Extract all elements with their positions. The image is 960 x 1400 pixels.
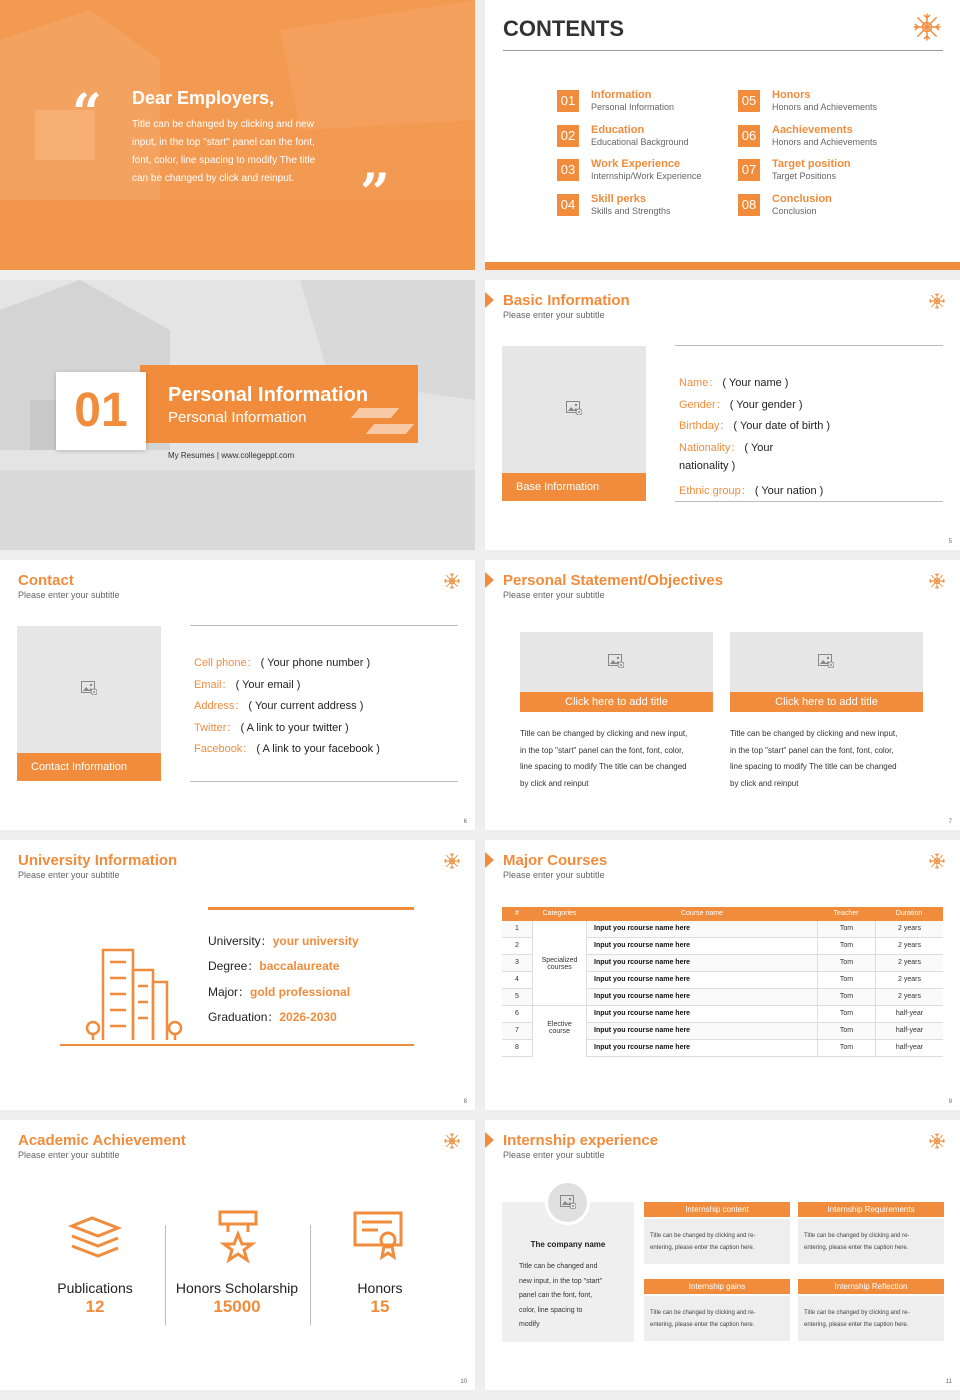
card-text-line: in the top "start" panel can the font, font, color,: [730, 745, 894, 755]
card-text: [730, 726, 897, 792]
teacher: Tom: [817, 921, 875, 937]
duration: 2 years: [875, 955, 943, 971]
card-text-line: Title can be changed by clicking and new input,: [730, 729, 898, 738]
university-slide: [0, 840, 475, 1110]
column-header: Course name: [680, 910, 724, 917]
duration: 2 years: [875, 938, 943, 954]
stat-label: Honors Scholarship: [175, 1280, 299, 1296]
snowflake-icon: [443, 852, 461, 870]
section-slide: [0, 280, 475, 550]
company-text-line: new input, in the top "start": [519, 1277, 603, 1285]
card-text-line: line spacing to modify The title can be changed: [730, 762, 897, 771]
contents-item-title[interactable]: Information: [591, 89, 652, 101]
field-value[interactable]: ( Your email ): [235, 678, 301, 691]
slide-title: Internship experience: [503, 1132, 659, 1149]
card-text-line: by click and reinput: [520, 778, 589, 788]
box-header: Internship gains: [644, 1279, 790, 1294]
course-name[interactable]: Input you rcourse name here: [594, 1027, 691, 1034]
contents-number: 08: [738, 194, 760, 216]
box-body: [644, 1296, 790, 1341]
company-name: The company name: [530, 1240, 606, 1249]
contents-item-subtitle: Honors and Achievements: [772, 136, 878, 147]
image-placeholder-icon: [608, 654, 624, 668]
slide-title: Basic Information: [503, 292, 630, 309]
slide-title: Personal Statement/Objectives: [503, 572, 724, 589]
teacher: Tom: [817, 938, 875, 954]
field-label: Address：: [194, 700, 246, 713]
certificate-icon: [352, 1210, 406, 1260]
row-number: 8: [515, 1044, 519, 1051]
duration: half-year: [875, 1040, 943, 1056]
slide-subtitle: Please enter your subtitle: [18, 1150, 120, 1160]
field-value[interactable]: ( Your current address ): [248, 700, 364, 713]
section-subtitle: Personal Information: [168, 409, 307, 426]
contents-number: 03: [557, 159, 579, 181]
university-value: your university: [272, 934, 359, 948]
photo-placeholder[interactable]: [502, 346, 646, 501]
contents-item-subtitle: Personal Information: [591, 102, 675, 112]
teacher: Tom: [817, 989, 875, 1005]
field-value[interactable]: ( Your: [744, 441, 774, 454]
cover-body-line: Title can be changed by clicking and new: [132, 119, 314, 130]
table-header: [502, 907, 943, 921]
contact-slide: [0, 560, 475, 830]
box-text-line: entering, please enter the caption here.: [650, 1322, 755, 1328]
field-row: [679, 460, 735, 472]
field-label: Cell phone：: [194, 657, 258, 669]
medal-icon: [216, 1210, 260, 1264]
slide-title: Academic Achievement: [18, 1132, 186, 1149]
bottom-bar: [485, 262, 960, 270]
photo-placeholder[interactable]: [17, 626, 161, 781]
contents-item-title[interactable]: Skill perks: [591, 192, 647, 205]
row-number: 2: [515, 942, 519, 949]
box-header: Internship Reflection: [798, 1279, 944, 1294]
slide-title: Contact: [18, 572, 74, 589]
snowflake-icon: [443, 572, 461, 590]
image-placeholder-icon: [818, 654, 834, 668]
photo-label: Base Information: [502, 473, 646, 501]
teacher: Tom: [817, 1040, 875, 1056]
field-label: Name：: [679, 377, 720, 389]
stat-value: 15000: [213, 1297, 261, 1316]
box-body: [644, 1219, 790, 1264]
column-header: #: [515, 910, 519, 917]
cover-body-line: font, color, line spacing to modify The title: [132, 155, 316, 166]
box-header: Internship content: [644, 1202, 790, 1217]
company-description: [519, 1260, 602, 1333]
course-name[interactable]: Input you rcourse name here: [594, 976, 691, 983]
course-name[interactable]: Input you rcourse name here: [594, 993, 691, 1000]
university-row: [208, 983, 350, 1000]
university-row: [208, 957, 339, 974]
university-row: [208, 932, 359, 949]
teacher: Tom: [817, 955, 875, 971]
title-marker: [485, 572, 494, 588]
contents-item-title[interactable]: Work Experience: [591, 158, 681, 170]
contents-item-subtitle: Honors and Achievements: [772, 102, 878, 112]
box-text-line: Title can be changed by clicking and re-: [650, 1233, 756, 1239]
field-value[interactable]: ( Your phone number ): [260, 657, 371, 669]
image-placeholder-icon: [566, 401, 582, 415]
slide-title: Major Courses: [503, 852, 608, 869]
course-name[interactable]: Input you rcourse name here: [594, 925, 691, 932]
row-number: 4: [515, 976, 519, 983]
box-text-line: entering, please enter the caption here.: [650, 1245, 755, 1251]
field-label: Ethnic group：: [679, 485, 752, 497]
courses-table: [502, 907, 943, 1057]
statement-slide: [485, 560, 960, 830]
photo-label: Contact Information: [17, 753, 161, 781]
row-number: 6: [515, 1010, 519, 1017]
contents-item-subtitle: Skills and Strengths: [591, 205, 671, 216]
image-placeholder-icon: [560, 1195, 576, 1209]
snowflake-icon: [928, 1132, 946, 1150]
field-value[interactable]: ( Your name ): [722, 377, 789, 389]
contents-number: 02: [557, 125, 579, 147]
contents-number: 06: [738, 125, 760, 147]
company-text-line: modify: [519, 1321, 540, 1328]
banner-stripe: [366, 424, 414, 434]
university-label: University：: [208, 934, 273, 948]
card-image-placeholder[interactable]: [730, 632, 923, 712]
contents-item-subtitle: Educational Background: [591, 136, 689, 147]
card-text: [520, 726, 687, 792]
contents-item-title[interactable]: Conclusion: [772, 192, 832, 205]
internship-slide: [485, 1120, 960, 1390]
slide-subtitle: Please enter your subtitle: [503, 870, 605, 880]
field-row: [194, 719, 349, 735]
snowflake-icon: [443, 1132, 461, 1150]
box-text-line: entering, please enter the caption here.: [804, 1245, 909, 1251]
snowflake-icon: [928, 852, 946, 870]
contents-item-subtitle: Conclusion: [772, 205, 817, 216]
field-row: [194, 654, 370, 670]
cover-body-line: can be changed by click and reinput.: [132, 173, 295, 184]
contents-number: 04: [557, 194, 579, 216]
duration: 2 years: [875, 972, 943, 988]
contents-item-title[interactable]: Aachievements: [772, 123, 853, 136]
course-name[interactable]: Input you rcourse name here: [594, 1044, 691, 1051]
cover-title: Dear Employers,: [132, 88, 275, 108]
field-row: [194, 697, 363, 713]
field-value[interactable]: ( Your nation ): [754, 485, 824, 497]
cover-slide: [0, 0, 475, 270]
section-footer: My Resumes | www.collegeppt.com: [168, 451, 295, 460]
company-text-line: panel can the font, font,: [519, 1292, 593, 1299]
university-value: gold professional: [250, 984, 351, 999]
field-row: [194, 740, 380, 756]
course-name[interactable]: Input you rcourse name here: [594, 959, 691, 966]
contents-number: 05: [738, 90, 760, 112]
field-value[interactable]: ( A link to your facebook ): [256, 743, 380, 756]
divider: [165, 1225, 166, 1325]
card-image-placeholder[interactable]: [520, 632, 713, 712]
duration: half-year: [875, 1006, 943, 1022]
page-number: 9: [948, 1099, 952, 1105]
section-title: Personal Information: [168, 384, 369, 406]
contents-item-title[interactable]: Honors: [772, 89, 811, 101]
row-number: 3: [515, 959, 519, 966]
field-label: Facebook：: [194, 743, 254, 756]
field-row: [679, 439, 773, 455]
stat-value: 15: [370, 1297, 390, 1316]
slide-subtitle: Please enter your subtitle: [503, 310, 605, 320]
university-row: [208, 1008, 337, 1025]
stat-label: Honors: [357, 1280, 403, 1296]
banner-stripe: [351, 408, 399, 418]
contents-item-subtitle: Target Positions: [772, 171, 837, 181]
box-body: [798, 1296, 944, 1341]
course-name[interactable]: Input you rcourse name here: [594, 1010, 691, 1017]
category-cell: Specialized courses: [532, 921, 587, 1006]
field-value[interactable]: ( Your date of birth ): [733, 420, 831, 433]
snowflake-icon: [928, 572, 946, 590]
card-title-button[interactable]: Click here to add title: [520, 692, 713, 712]
snowflake-icon: [912, 12, 942, 42]
university-value: 2026-2030: [279, 1009, 337, 1024]
title-marker: [485, 1132, 494, 1148]
column-header: Teacher: [833, 910, 859, 917]
field-row: [194, 676, 300, 692]
section-number: 01: [74, 384, 128, 437]
company-logo-placeholder[interactable]: [545, 1180, 590, 1225]
slide-subtitle: Please enter your subtitle: [18, 590, 120, 600]
row-number: 5: [515, 993, 519, 1000]
card-text-line: line spacing to modify The title can be changed: [520, 762, 687, 771]
field-row: [679, 482, 823, 498]
teacher: Tom: [817, 1006, 875, 1022]
academic-slide: [0, 1120, 475, 1390]
contents-number: 07: [738, 159, 760, 181]
title-marker: [485, 852, 494, 868]
duration: 2 years: [875, 989, 943, 1005]
field-value[interactable]: nationality ): [679, 460, 736, 473]
cover-body-line: input, in the top "start" panel can the font,: [132, 137, 315, 148]
university-value: baccalaureate: [259, 959, 340, 974]
contents-item-title[interactable]: Target position: [772, 158, 851, 170]
teacher: Tom: [817, 972, 875, 988]
section-number-box: [56, 372, 146, 450]
university-label: Degree：: [208, 959, 260, 974]
box-text-line: Title can be changed by clicking and re-: [804, 1310, 910, 1316]
contents-item-title[interactable]: Education: [591, 123, 645, 136]
page-number: 6: [463, 819, 467, 825]
box-text-line: Title can be changed by clicking and re-: [650, 1310, 756, 1316]
open-quote-icon: “: [72, 83, 102, 144]
field-row: [679, 417, 830, 433]
field-label: Birthday：: [679, 420, 731, 433]
field-label: Email：: [194, 678, 233, 691]
card-text-line: in the top "start" panel can the font, font, color,: [520, 745, 684, 755]
field-label: Gender：: [679, 398, 727, 411]
university-label: Major：: [208, 984, 251, 999]
row-number: 7: [515, 1027, 519, 1034]
row-number: 1: [515, 925, 519, 932]
page-number: 7: [948, 819, 952, 825]
field-value[interactable]: ( Your gender ): [729, 398, 803, 411]
basic-info-slide: [485, 280, 960, 550]
stat-label: Publications: [57, 1280, 133, 1296]
contents-item-subtitle: Internship/Work Experience: [591, 171, 702, 181]
field-label: Nationality：: [679, 441, 742, 454]
duration: half-year: [875, 1023, 943, 1039]
teacher: Tom: [817, 1023, 875, 1039]
field-value[interactable]: ( A link to your twitter ): [240, 721, 349, 734]
contents-title: CONTENTS: [503, 16, 624, 41]
column-header: Duration: [895, 910, 923, 917]
baseline: [60, 1044, 414, 1046]
building-icon: [55, 900, 215, 1040]
close-quote-icon: ”: [360, 163, 390, 224]
box-text-line: entering, please enter the caption here.: [804, 1322, 909, 1328]
field-row: [679, 374, 788, 390]
company-text-line: Title can be changed and: [519, 1263, 598, 1270]
card-text-line: by click and reinput: [730, 778, 799, 788]
course-name[interactable]: Input you rcourse name here: [594, 942, 691, 949]
box-text-line: Title can be changed by clicking and re-: [804, 1233, 910, 1239]
slide-subtitle: Please enter your subtitle: [503, 590, 605, 600]
contents-slide: [485, 0, 960, 270]
slide-subtitle: Please enter your subtitle: [18, 870, 120, 880]
courses-slide: [485, 840, 960, 1110]
column-header: Categories: [542, 910, 577, 917]
slide-subtitle: Please enter your subtitle: [503, 1150, 605, 1160]
snowflake-icon: [928, 292, 946, 310]
books-icon: [68, 1214, 122, 1258]
duration: 2 years: [875, 921, 943, 937]
field-label: Twitter：: [194, 721, 238, 734]
page-number: 11: [945, 1379, 952, 1385]
university-label: Graduation：: [208, 1009, 280, 1024]
field-row: [679, 396, 803, 412]
category-cell: Elective course: [532, 1006, 587, 1057]
page-number: 8: [463, 1099, 467, 1105]
stat-value: 12: [85, 1297, 105, 1316]
card-text-line: Title can be changed by clicking and new input,: [520, 729, 688, 738]
slide-title: University Information: [18, 852, 178, 869]
page-number: 5: [948, 539, 952, 545]
divider-line: [208, 907, 414, 910]
box-body: [798, 1219, 944, 1264]
card-title-button[interactable]: Click here to add title: [730, 692, 923, 712]
company-text-line: color, line spacing to: [519, 1306, 583, 1314]
cover-body: [132, 116, 315, 188]
image-placeholder-icon: [81, 681, 97, 695]
page-number: 10: [460, 1379, 467, 1385]
contents-number: 01: [557, 90, 579, 112]
title-marker: [485, 292, 494, 308]
box-header: Internship Requirements: [798, 1202, 944, 1217]
